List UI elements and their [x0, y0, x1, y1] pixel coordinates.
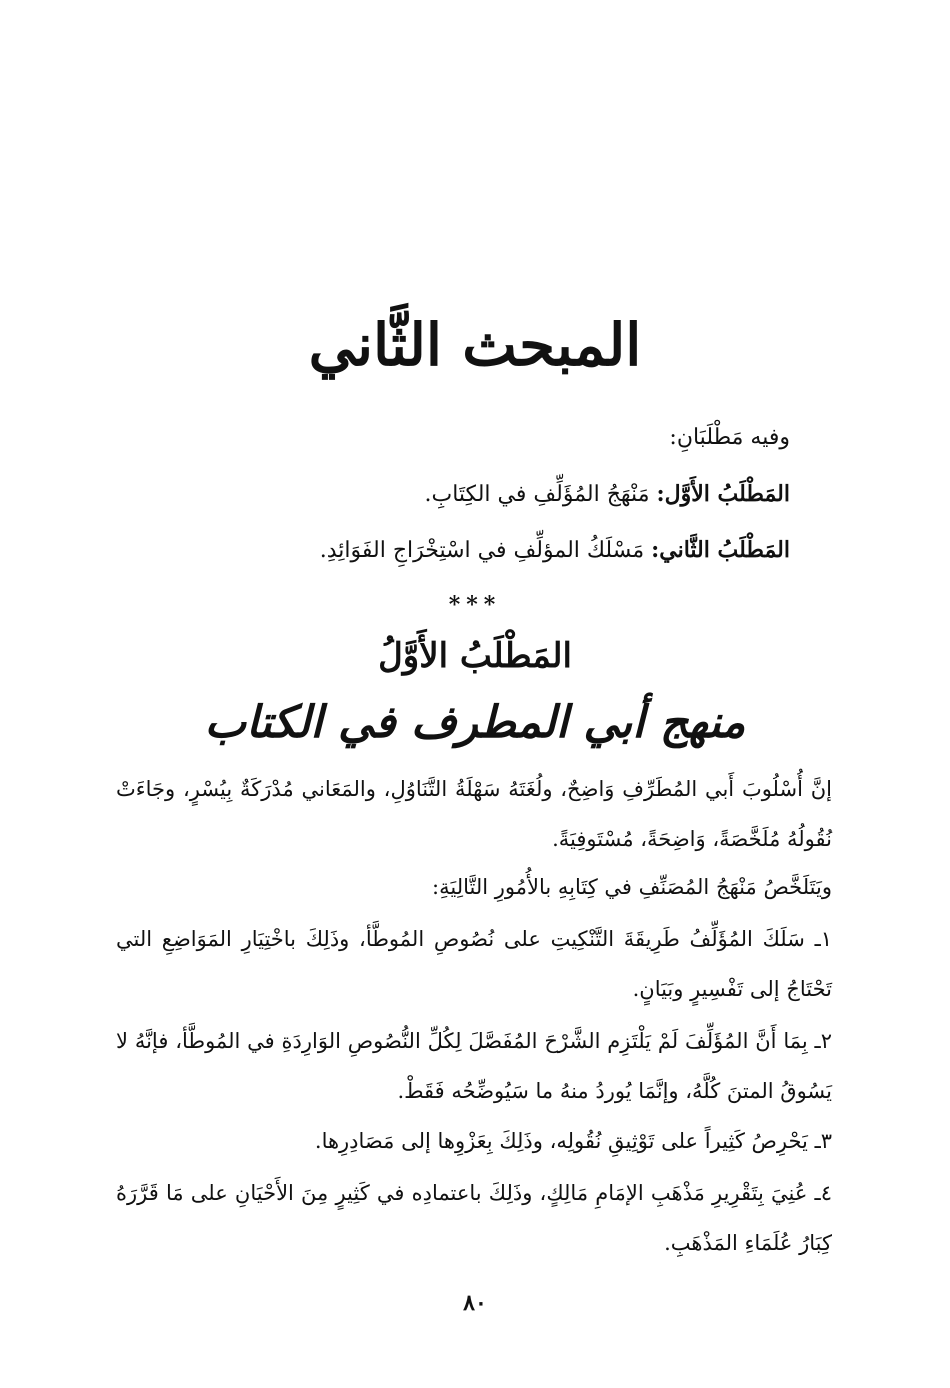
paragraph-6: ٤ـ عُنِيَ بِتَقْرِيرِ مَذْهَبِ الإمَامِ مَالِكٍ، وذَلِكَ باعتمادِه في كَثِيرٍ مِنَ الأَحْيَانِ على مَا قَرَّرَهُ كِبَارُ عُلَمَاءِ المَذْهَبِ. [116, 1181, 832, 1255]
intro-item-1-text: مَنْهَجُ المُؤَلِّفِ في الكِتَابِ. [424, 482, 650, 507]
page-number: ٨٠ [463, 1290, 487, 1316]
intro-item-2-label: المَطْلَبُ الثَّاني: [651, 537, 790, 563]
paragraph-3: ١ـ سَلَكَ المُؤَلِّفُ طَرِيقَةَ التَّنْكِيتِ على نُصُوصِ المُوطَّأ، وذَلِكَ باخْتِيَارِ المَوَاضِعِ التي تَحْتَاجُ إلى تَفْسِيرٍ وبَيَانٍ. [116, 927, 832, 1001]
chapter-heading: المبحث الثَّاني [308, 311, 642, 379]
paragraph-1: إنَّ أُسْلُوبَ أَبي المُطَرِّفِ وَاضِحٌ، ولُغَتَهُ سَهْلَةُ التَّنَاوُلِ، والمَعَاني مُدْرَكَةٌ بِيُسْرٍ، وجَاءَتْ نُقُولُهُ مُلَخَّصَةً، وَاضِحَةً، مُسْتَوفِيَةً. [116, 777, 832, 851]
section-title: المَطْلَبُ الأَوَّلُ [378, 636, 572, 676]
separator-stars: *** [448, 592, 502, 618]
section-subtitle: منهج أبي المطرف في الكتاب [204, 697, 746, 748]
intro-item-1-label: المَطْلَبُ الأَوَّل: [656, 481, 790, 507]
intro-lead: وفيه مَطْلَبَانِ: [669, 425, 790, 450]
paragraph-4: ٢ـ بِمَا أَنَّ المُؤَلِّفَ لَمْ يَلْتَزِم الشَّرْحَ المُفَصَّلَ لِكُلِّ النُّصُوصِ الوَارِدَةِ في المُوطَّأ، فإنَّهُ لا يَسُوقُ المتنَ كُلَّهُ، وإنَّمَا يُوردُ منهُ ما سَيُوضِّحُه فَقَطْ. [116, 1029, 832, 1103]
intro-item-2 [150, 530, 790, 571]
intro-item-2-text: مَسْلَكُ المؤلِّفِ في اسْتِخْرَاجِ الفَوَائِدِ. [319, 538, 645, 563]
paragraph-2: ويَتَلَخَّصُ مَنْهَجُ المُصَنِّفِ في كِتَابِهِ بالأُمُورِ التَّالِيَةِ: [432, 875, 832, 899]
paragraph-5: ٣ـ يَحْرِصُ كَثِيراً على تَوْثِيقِ نُقُولِه، وذَلِكَ بِعَزْوِها إلى مَصَادِرِها. [314, 1129, 832, 1153]
intro-item-1 [150, 474, 790, 515]
